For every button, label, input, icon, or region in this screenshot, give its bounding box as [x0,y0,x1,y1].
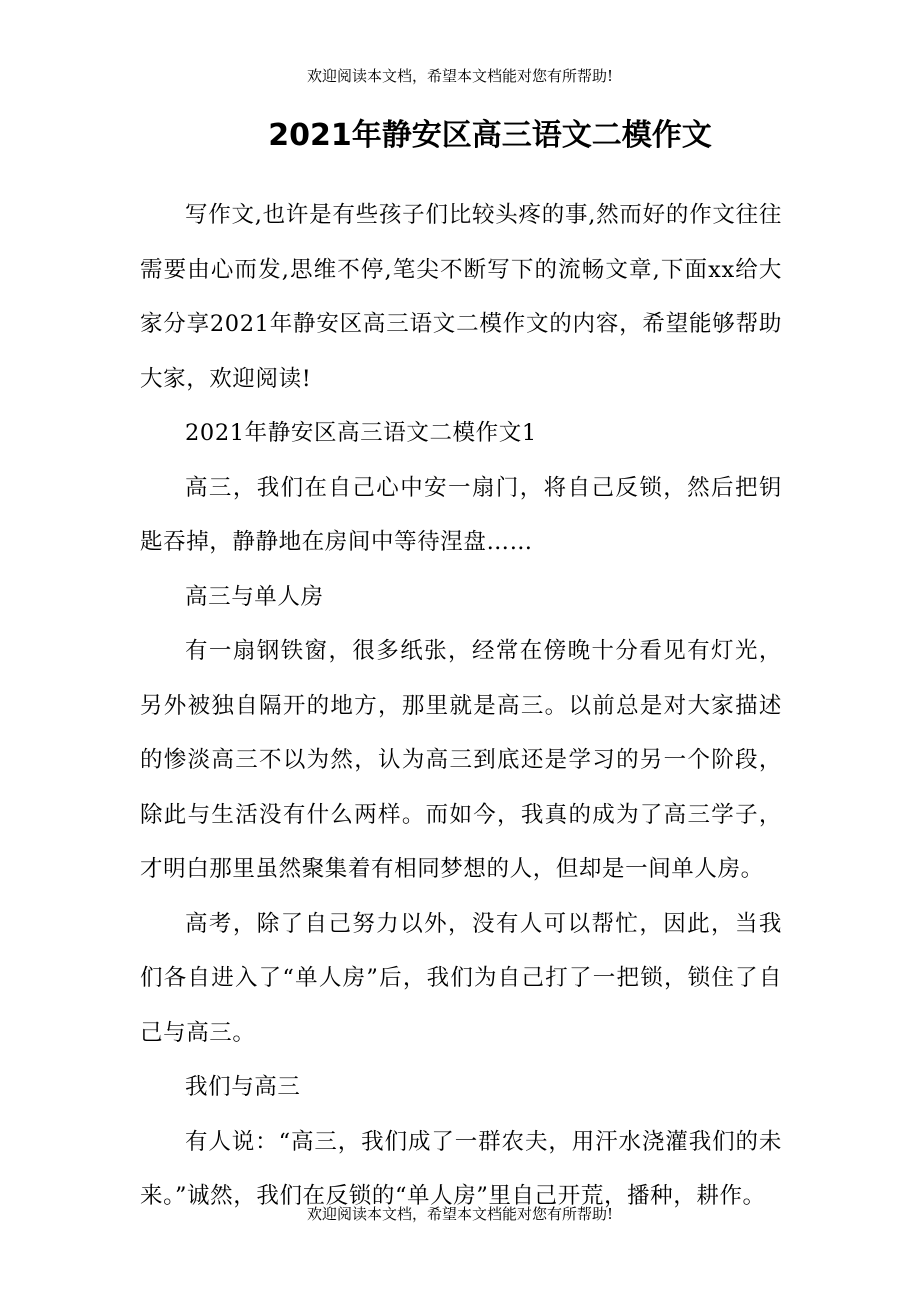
footer-note: 欢迎阅读本文档，希望本文档能对您有所帮助! [306,1205,614,1223]
paragraph-section-heading: 2021年静安区高三语文二模作文1 [185,420,537,446]
paragraph-subheading: 我们与高三 [185,1074,301,1100]
paragraph: 有人说：“高三，我们成了一群农夫，用汗水浇灌我们的未来。”诚然，我们在反锁的“单人房”里自己开荒，播种，耕作。 [140,1128,782,1209]
paragraph-intro: 写作文,也许是有些孩子们比较头疼的事,然而好的作文往往需要由心而发,思维不停,笔尖不断写下的流畅文章,下面xx给大家分享2021年静安区高三语文二模作文的内容，希望能够帮助大家，欢迎阅读! [140,202,782,392]
paragraph: 高考，除了自己努力以外，没有人可以帮忙，因此，当我们各自进入了“单人房”后，我们为自己打了一把锁，锁住了自己与高三。 [140,910,782,1046]
document-title: 2021年静安区高三语文二模作文 [268,118,712,153]
paragraph: 有一扇钢铁窗，很多纸张，经常在傍晚十分看见有灯光，另外被独自隔开的地方，那里就是高三。以前总是对大家描述的惨淡高三不以为然，认为高三到底还是学习的另一个阶段，除此与生活没有什么两样。而如今，我真的成为了高三学子，才明白那里虽然聚集着有相同梦想的人，但却是一间单人房。 [140,638,782,882]
paragraph: 高三，我们在自己心中安一扇门，将自己反锁，然后把钥匙吞掉，静静地在房间中等待涅盘…… [140,474,782,555]
document-body [140,188,782,1224]
paragraph-subheading: 高三与单人房 [185,583,324,610]
header-note: 欢迎阅读本文档，希望本文档能对您有所帮助! [306,67,614,85]
